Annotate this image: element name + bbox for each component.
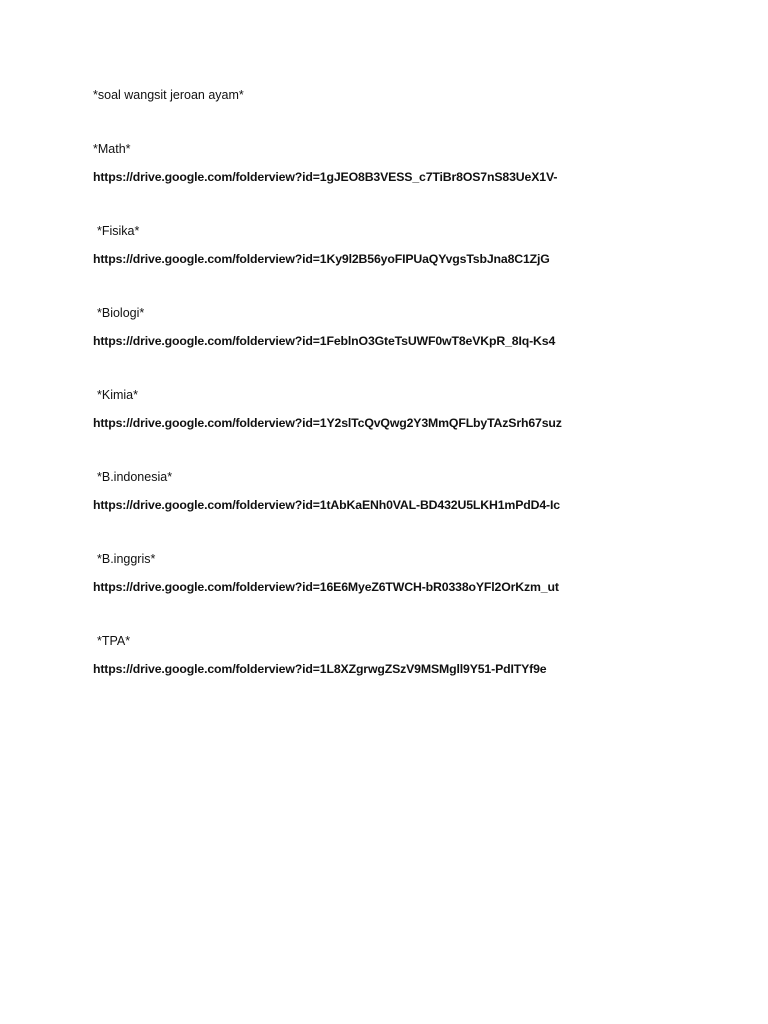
section-heading: *Math*: [93, 142, 131, 156]
drive-link[interactable]: https://drive.google.com/folderview?id=1Ky9l2B56yoFIPUaQYvgsTsbJna8C1ZjG: [93, 252, 550, 266]
drive-link[interactable]: https://drive.google.com/folderview?id=1L8XZgrwgZSzV9MSMgll9Y51-PdITYf9e: [93, 662, 547, 676]
section-heading: *Biologi*: [97, 306, 145, 320]
document-title: *soal wangsit jeroan ayam*: [93, 88, 244, 102]
section-biologi: [93, 305, 693, 349]
section-kimia: [93, 387, 693, 431]
section-fisika: [93, 223, 693, 267]
section-heading: *B.inggris*: [97, 552, 156, 566]
section-heading: *B.indonesia*: [97, 470, 173, 484]
section-math: [93, 141, 693, 185]
drive-link[interactable]: https://drive.google.com/folderview?id=1tAbKaENh0VAL-BD432U5LKH1mPdD4-Ic: [93, 498, 560, 512]
drive-link[interactable]: https://drive.google.com/folderview?id=16E6MyeZ6TWCH-bR0338oYFl2OrKzm_ut: [93, 580, 559, 594]
section-heading: *Fisika*: [97, 224, 140, 238]
section-b-indonesia: [93, 469, 693, 513]
drive-link[interactable]: https://drive.google.com/folderview?id=1Y2slTcQvQwg2Y3MmQFLbyTAzSrh67suz: [93, 416, 562, 430]
drive-link[interactable]: https://drive.google.com/folderview?id=1gJEO8B3VESS_c7TiBr8OS7nS83UeX1V-: [93, 170, 558, 184]
section-heading: *Kimia*: [97, 388, 138, 402]
section-heading: *TPA*: [97, 634, 131, 648]
section-b-inggris: [93, 551, 693, 595]
section-tpa: [93, 633, 693, 677]
drive-link[interactable]: https://drive.google.com/folderview?id=1FeblnO3GteTsUWF0wT8eVKpR_8Iq-Ks4: [93, 334, 556, 348]
